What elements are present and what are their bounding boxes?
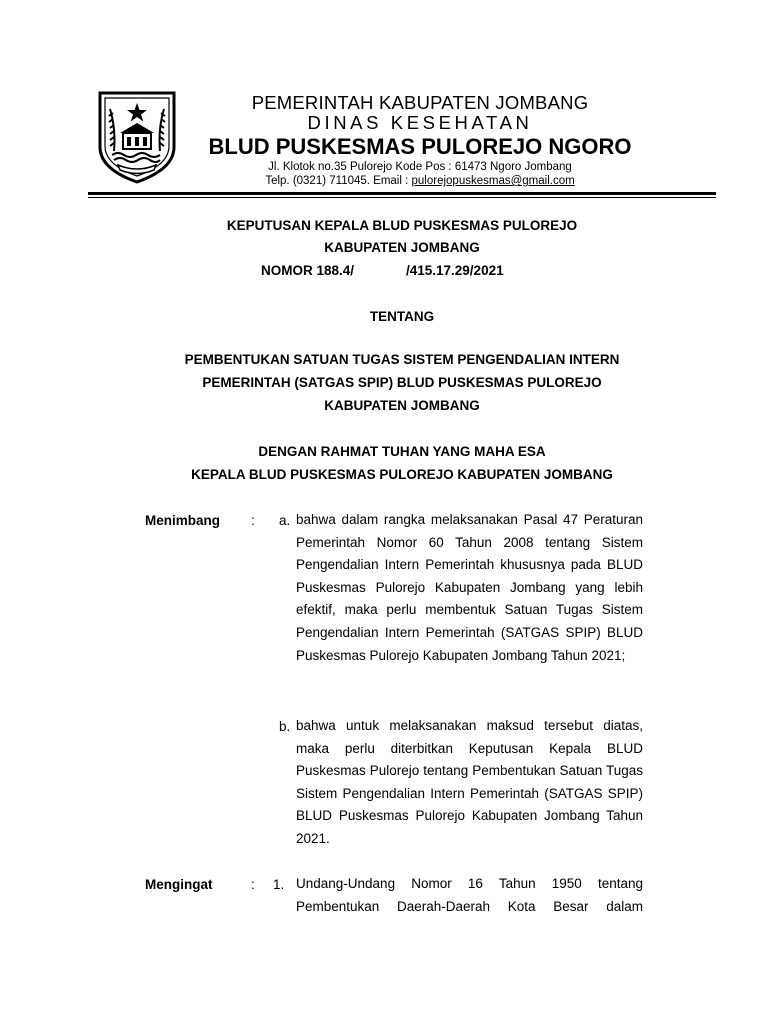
subject-line2: PEMERINTAH (SATGAS SPIP) BLUD PUSKESMAS PULOREJO <box>202 375 602 390</box>
mengingat-item-1-text: Undang-Undang Nomor 16 Tahun 1950 tentang Pembentukan Daerah-Daerah Kota Besar dalam <box>296 876 643 914</box>
menimbang-item-b-text: bahwa untuk melaksanakan maksud tersebut diatas, maka perlu diterbitkan Keputusan Kepala BLUD Puskesmas Pulorejo tentang Pembentukan Satuan Tugas Sistem Pengendalian Intern Pemerintah (SATGAS SPIP) BLUD Puskesmas Pulorejo Kabupaten Jombang Tahun 2021. <box>296 718 643 846</box>
letterhead-divider-thick <box>88 192 716 195</box>
letterhead-institution: BLUD PUSKESMAS PULOREJO NGORO <box>208 134 632 159</box>
menimbang-label: Menimbang <box>145 513 221 528</box>
letterhead-department: DINAS KESEHATAN <box>307 112 533 133</box>
letterhead-government: PEMERINTAH KABUPATEN JOMBANG <box>251 92 589 113</box>
subject-line1: PEMBENTUKAN SATUAN TUGAS SISTEM PENGENDALIAN INTERN <box>184 352 620 367</box>
letterhead-address: Jl. Klotok no.35 Pulorejo Kode Pos : 61473 Ngoro Jombang <box>268 161 572 173</box>
preamble-line1: DENGAN RAHMAT TUHAN YANG MAHA ESA <box>258 444 546 459</box>
mengingat-label: Mengingat <box>145 877 213 892</box>
decree-number-label: NOMOR 188.4/ <box>261 263 355 278</box>
letterhead-phone: Telp. (0321) 711045. Email : <box>265 175 412 187</box>
tentang-heading: TENTANG <box>369 309 435 324</box>
letterhead-contact <box>190 174 650 188</box>
decree-title-line1: KEPUTUSAN KEPALA BLUD PUSKESMAS PULOREJO <box>226 218 578 233</box>
menimbang-colon: : <box>251 513 255 528</box>
menimbang-item-a-text: bahwa dalam rangka melaksanakan Pasal 47 Peraturan Pemerintah Nomor 60 Tahun 2008 tentang Sistem Pengendalian Intern Pemerintah khususnya pada BLUD Puskesmas Pulorejo Kabupaten Jombang yang lebih efektif, maka perlu membentuk Satuan Tugas Sistem Pengendalian Intern Pemerintah (SATGAS SPIP) BLUD Puskesmas Pulorejo Kabupaten Jombang Tahun 2021; <box>296 512 643 663</box>
letterhead-divider-thin <box>88 197 716 198</box>
kabupaten-jombang-emblem-icon <box>96 89 178 185</box>
decree-number-suffix: /415.17.29/2021 <box>406 263 504 278</box>
menimbang-item-b-marker: b. <box>279 719 291 734</box>
subject-line3: KABUPATEN JOMBANG <box>324 398 480 413</box>
letterhead-email-link[interactable]: pulorejopuskesmas@gmail.com <box>411 175 575 187</box>
mengingat-item-1-marker: 1. <box>273 877 285 892</box>
letterhead <box>190 92 650 188</box>
menimbang-item-a-marker: a. <box>279 513 291 528</box>
preamble-line2: KEPALA BLUD PUSKESMAS PULOREJO KABUPATEN JOMBANG <box>191 467 613 482</box>
decree-title-line2: KABUPATEN JOMBANG <box>324 240 480 255</box>
mengingat-colon: : <box>251 877 255 892</box>
